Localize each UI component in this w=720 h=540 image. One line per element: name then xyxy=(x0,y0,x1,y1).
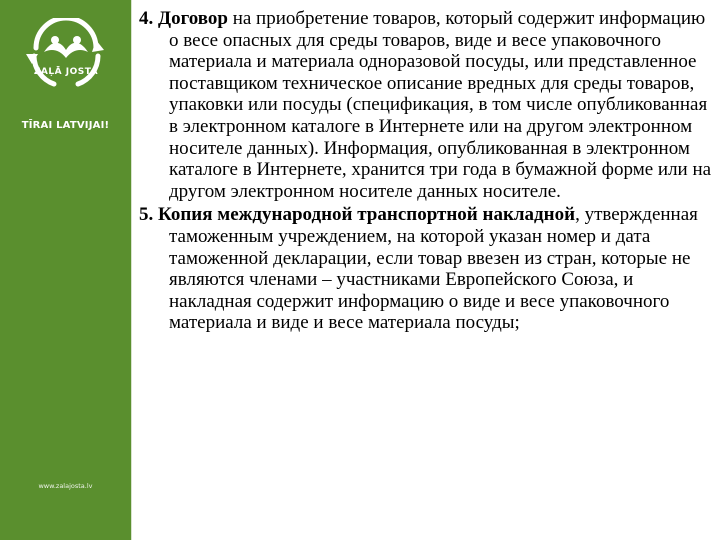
logo-graphic xyxy=(14,18,118,102)
sidebar-divider xyxy=(131,0,132,540)
list-item-4 xyxy=(139,8,713,202)
item-term: Копия международной транспортной накладной xyxy=(158,204,576,226)
list-item-5 xyxy=(139,204,713,334)
logo-lettering: ZAĻĀ JOSTA xyxy=(33,67,99,77)
item-text: на приобретение товаров, который содержит информацию о весе опасных для среды товаров, виде и весе упаковочного материала и материала одноразовой посуды, или представленное поставщиком техническое описание вредных для среды товаров, упаковки или посуды (спецификация, в том числе опубликованная в электронном каталоге в Интернете или на другом электронном носителе данных). Информация, опубликованная в электронном каталоге в Интернете, хранится три года в бумажной форме или на другом электронном носителе данных носителе. xyxy=(169,8,712,202)
website-url: www.zalajosta.lv xyxy=(38,482,93,490)
item-text: , утвержденная таможенным учреждением, на которой указан номер и дата таможенной декларации, если товар ввезен из стран, которые не являются членами – участниками Европейского Союза, и накладная содержит информацию о виде и весе упаковочного материала и виде и весе материала посуды; xyxy=(169,204,698,334)
document-body xyxy=(139,8,713,336)
sidebar xyxy=(0,0,131,540)
item-term: Договор xyxy=(158,8,228,29)
slogan: TĪRAI LATVIJAI! xyxy=(21,120,110,131)
item-number: 5. xyxy=(139,204,154,226)
item-number: 4. xyxy=(139,8,154,29)
zala-josta-logo xyxy=(14,18,118,102)
